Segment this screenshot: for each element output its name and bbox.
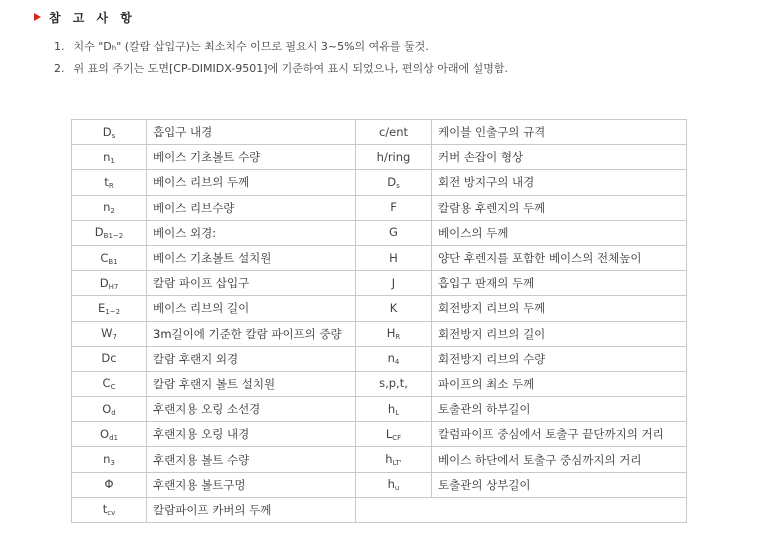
symbol-subscript: cv <box>107 509 116 518</box>
symbol-subscript: 3 <box>110 459 115 468</box>
table-row <box>72 346 687 371</box>
symbol-main: h <box>387 477 395 492</box>
empty-cell <box>356 497 687 522</box>
note-number: 1. <box>54 40 65 53</box>
table-row <box>72 120 687 145</box>
symbol-cell <box>356 245 432 270</box>
symbol-main: n <box>103 200 111 215</box>
symbol-cell <box>356 120 432 145</box>
note-item <box>54 36 508 58</box>
symbol-subscript: 1 <box>110 156 115 165</box>
symbol-main: Φ <box>104 477 114 492</box>
symbol-main: C <box>100 250 109 265</box>
symbol-main: G <box>389 225 398 240</box>
description-cell: 칼럼파이프 중심에서 토출구 끝단까지의 거리 <box>432 422 687 447</box>
symbol-main: t <box>102 502 108 517</box>
description-cell: 회전 방지구의 내경 <box>432 170 687 195</box>
description-cell: 토출관의 하부길이 <box>432 397 687 422</box>
description-cell: 후랜지용 볼트구멍 <box>147 472 356 497</box>
description-cell: 베이스 리브수량 <box>147 195 356 220</box>
note-number: 2. <box>54 62 65 75</box>
symbol-main: Dc <box>101 351 117 366</box>
section-title <box>34 8 136 26</box>
symbol-main: h <box>385 452 393 467</box>
table-row <box>72 195 687 220</box>
table-row <box>72 371 687 396</box>
symbol-main: O <box>102 401 112 416</box>
symbol-cell <box>356 296 432 321</box>
symbol-subscript: s <box>396 181 400 190</box>
description-cell: 파이프의 최소 두께 <box>432 371 687 396</box>
description-cell: 후랜지용 오링 내경 <box>147 422 356 447</box>
description-cell: 베이스 기초볼트 설치원 <box>147 245 356 270</box>
symbol-cell <box>72 120 147 145</box>
symbol-subscript: H7 <box>108 282 119 291</box>
symbol-subscript: R <box>108 181 114 190</box>
note-text: 치수 "Dₕ" (칼람 삽입구)는 최소치수 이므로 필요시 3~5%의 여유를 둘것. <box>73 40 429 53</box>
table-row <box>72 497 687 522</box>
table-row <box>72 397 687 422</box>
symbol-main: H <box>389 250 398 265</box>
table-row <box>72 145 687 170</box>
symbol-main: n <box>103 452 111 467</box>
symbol-cell <box>72 397 147 422</box>
symbol-cell <box>356 195 432 220</box>
section-title-text: 참 고 사 항 <box>49 10 136 25</box>
symbol-cell <box>72 472 147 497</box>
symbol-subscript: LT' <box>392 459 402 468</box>
description-cell: 흡입구 내경 <box>147 120 356 145</box>
symbol-cell <box>356 271 432 296</box>
symbol-main: O <box>100 426 110 441</box>
symbol-subscript: R <box>395 333 401 342</box>
table-row <box>72 472 687 497</box>
description-cell: 칼람 파이프 삽입구 <box>147 271 356 296</box>
symbol-subscript: u <box>394 484 400 493</box>
reference-table <box>71 119 687 523</box>
symbol-main: K <box>389 300 398 315</box>
symbol-cell <box>356 447 432 472</box>
symbol-cell <box>72 447 147 472</box>
symbol-main: s,p,t, <box>379 376 408 391</box>
table-row <box>72 220 687 245</box>
symbol-main: h/ring <box>376 149 411 164</box>
symbol-subscript: 2 <box>110 207 115 216</box>
symbol-cell <box>356 371 432 396</box>
description-cell: 칼람파이프 카버의 두께 <box>147 497 356 522</box>
symbol-cell <box>356 321 432 346</box>
symbol-cell <box>356 346 432 371</box>
symbol-subscript: 4 <box>394 358 400 367</box>
description-cell: 회전방지 리브의 두께 <box>432 296 687 321</box>
table-row <box>72 296 687 321</box>
symbol-subscript: CF <box>392 433 402 442</box>
symbol-main: W <box>101 326 113 341</box>
description-cell: 베이스 리브의 길이 <box>147 296 356 321</box>
description-cell: 양단 후렌지를 포함한 베이스의 전체높이 <box>432 245 687 270</box>
symbol-cell <box>356 422 432 447</box>
symbol-main: D <box>94 225 104 240</box>
description-cell: 회전방지 리브의 수량 <box>432 346 687 371</box>
description-cell: 회전방지 리브의 길이 <box>432 321 687 346</box>
symbol-subscript: d <box>111 408 116 417</box>
symbol-cell <box>72 195 147 220</box>
symbol-main: D <box>387 174 397 189</box>
description-cell: 베이스 외경: <box>147 220 356 245</box>
symbol-cell <box>356 220 432 245</box>
description-cell: 칼람용 후렌지의 두께 <box>432 195 687 220</box>
description-cell: 베이스 리브의 두께 <box>147 170 356 195</box>
symbol-main: D <box>102 124 112 139</box>
description-cell: 칼람 후랜지 외경 <box>147 346 356 371</box>
description-cell: 베이스 하단에서 토출구 중심까지의 거리 <box>432 447 687 472</box>
symbol-main: L <box>385 426 393 441</box>
description-cell: 커버 손잡이 형상 <box>432 145 687 170</box>
symbol-main: F <box>390 200 397 215</box>
symbol-subscript: 7 <box>112 333 117 342</box>
symbol-cell <box>356 472 432 497</box>
note-text: 위 표의 주기는 도면[CP-DIMIDX-9501]에 기준하여 표시 되었으나, 편의상 아래에 설명함. <box>73 62 508 75</box>
symbol-subscript: s <box>111 131 116 140</box>
symbol-subscript: C <box>110 383 116 392</box>
description-cell: 칼람 후랜지 볼트 설치원 <box>147 371 356 396</box>
symbol-cell <box>72 271 147 296</box>
symbol-main: C <box>102 376 111 391</box>
symbol-cell <box>72 245 147 270</box>
description-cell: 토출관의 상부길이 <box>432 472 687 497</box>
symbol-cell <box>72 497 147 522</box>
red-triangle-icon <box>34 13 41 21</box>
description-cell: 후랜지용 오링 소선경 <box>147 397 356 422</box>
symbol-main: D <box>99 275 109 290</box>
note-item <box>54 58 508 80</box>
symbol-subscript: B1~2 <box>103 232 124 241</box>
symbol-subscript: 1~2 <box>105 307 121 316</box>
table-row <box>72 321 687 346</box>
symbol-main: h <box>387 401 396 416</box>
symbol-cell <box>356 170 432 195</box>
symbol-main: t <box>104 174 109 189</box>
symbol-main: c/ent <box>378 124 409 139</box>
symbol-main: n <box>387 351 395 366</box>
description-cell: 흡입구 판재의 두께 <box>432 271 687 296</box>
symbol-cell <box>356 145 432 170</box>
symbol-cell <box>72 296 147 321</box>
symbol-main: J <box>391 275 396 290</box>
symbol-cell <box>72 220 147 245</box>
notes-list <box>54 36 508 80</box>
symbol-subscript: d1 <box>109 433 118 442</box>
table-row <box>72 170 687 195</box>
symbol-main: E <box>97 300 106 315</box>
description-cell: 3m길이에 기준한 칼람 파이프의 중량 <box>147 321 356 346</box>
symbol-cell <box>72 371 147 396</box>
symbol-cell <box>72 422 147 447</box>
description-cell: 베이스의 두께 <box>432 220 687 245</box>
table-row <box>72 245 687 270</box>
symbol-cell <box>72 321 147 346</box>
symbol-main: H <box>386 326 396 341</box>
table-row <box>72 422 687 447</box>
symbol-subscript: L <box>395 408 400 417</box>
symbol-cell <box>72 346 147 371</box>
symbol-subscript: B1 <box>108 257 118 266</box>
symbol-main: n <box>103 149 111 164</box>
symbol-cell <box>72 170 147 195</box>
description-cell: 후랜지용 볼트 수량 <box>147 447 356 472</box>
symbol-cell <box>356 397 432 422</box>
description-cell: 케이블 인출구의 규격 <box>432 120 687 145</box>
table-row <box>72 271 687 296</box>
description-cell: 베이스 기초볼트 수량 <box>147 145 356 170</box>
table-row <box>72 447 687 472</box>
symbol-cell <box>72 145 147 170</box>
